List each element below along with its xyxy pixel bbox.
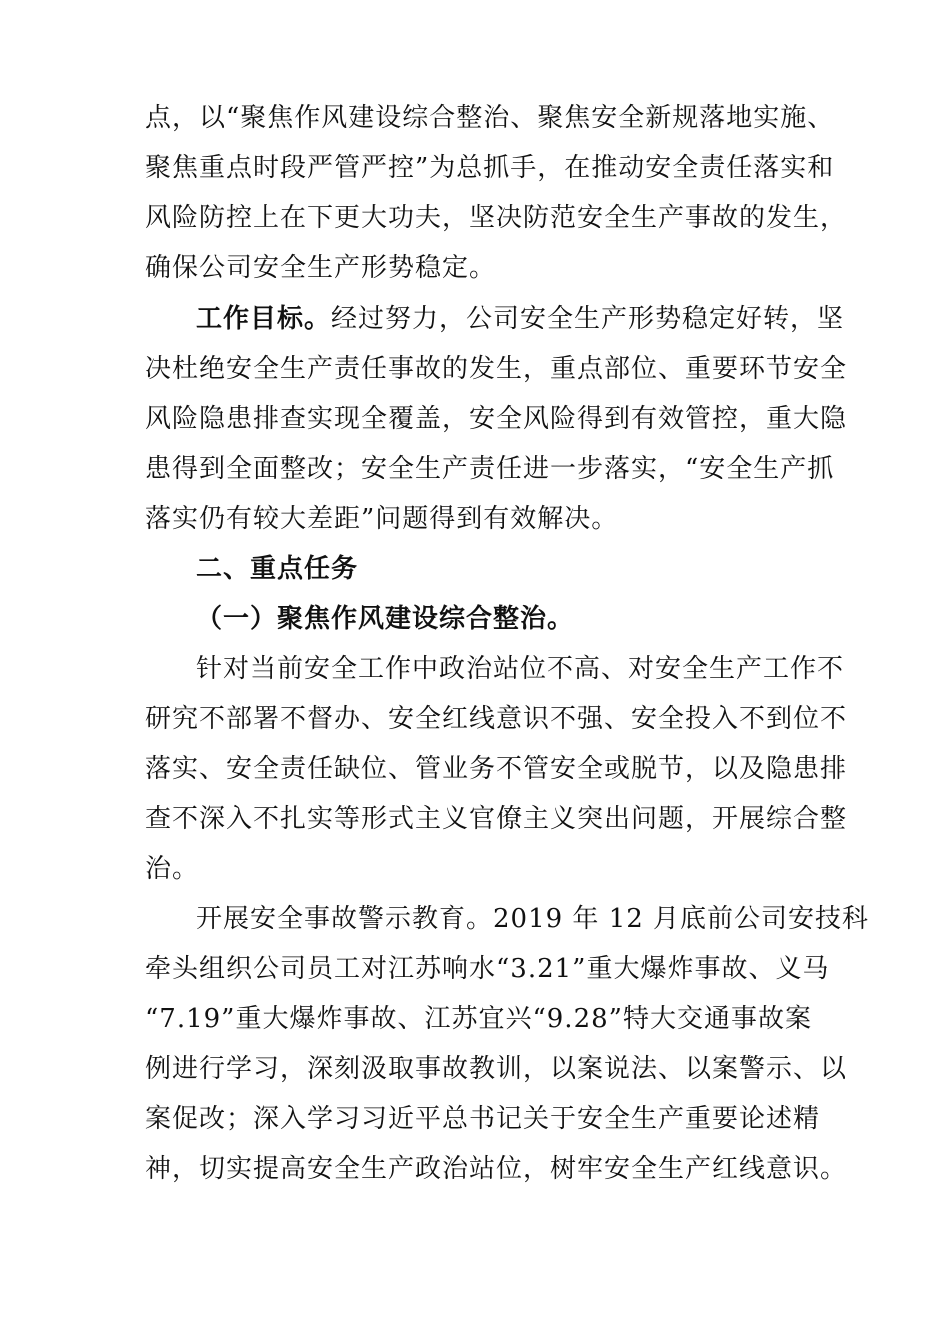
text-line: 治。: [145, 854, 200, 884]
text-line: 开展安全事故警示教育。2019 年 12 月底前公司安技科: [196, 904, 870, 934]
text-line: 决杜绝安全生产责任事故的发生，重点部位、重要环节安全: [145, 354, 848, 384]
text-line: 落实仍有较大差距”问题得到有效解决。: [145, 504, 619, 534]
text-line: 患得到全面整改；安全生产责任进一步落实，“安全生产抓: [145, 454, 835, 484]
goal-first-line: [196, 302, 844, 336]
text-line: 案促改；深入学习习近平总书记关于安全生产重要论述精: [145, 1104, 821, 1134]
text-line: 确保公司安全生产形势稳定。: [145, 253, 497, 283]
text-line: 牵头组织公司员工对江苏响水“3.21”重大爆炸事故、义马: [145, 954, 830, 984]
text-line: 风险隐患排查实现全覆盖，安全风险得到有效管控，重大隐: [145, 404, 848, 434]
text-line: 例进行学习，深刻汲取事故教训，以案说法、以案警示、以: [145, 1054, 848, 1084]
text-line: 研究不部署不督办、安全红线意识不强、安全投入不到位不: [145, 704, 848, 734]
text-line: 聚焦重点时段严管严控”为总抓手，在推动安全责任落实和: [145, 153, 835, 183]
text-line: 落实、安全责任缺位、管业务不管安全或脱节，以及隐患排: [145, 754, 848, 784]
text-line: 点，以“聚焦作风建设综合整治、聚焦安全新规落地实施、: [145, 103, 835, 133]
text-line: “7.19”重大爆炸事故、江苏宜兴“9.28”特大交通事故案: [145, 1004, 812, 1034]
text-line: 风险防控上在下更大功夫，坚决防范安全生产事故的发生，: [145, 203, 848, 233]
section-heading: 二、重点任务: [196, 554, 359, 584]
text-line: 针对当前安全工作中政治站位不高、对安全生产工作不: [196, 654, 845, 684]
goal-text: 经过努力，公司安全生产形势稳定好转，坚: [331, 304, 845, 334]
text-line: 查不深入不扎实等形式主义官僚主义突出问题，开展综合整: [145, 804, 848, 834]
text-line: 神，切实提高安全生产政治站位，树牢安全生产红线意识。: [145, 1154, 848, 1184]
goal-label: 工作目标。: [196, 304, 332, 334]
subsection-heading: （一）聚焦作风建设综合整治。: [196, 604, 575, 634]
